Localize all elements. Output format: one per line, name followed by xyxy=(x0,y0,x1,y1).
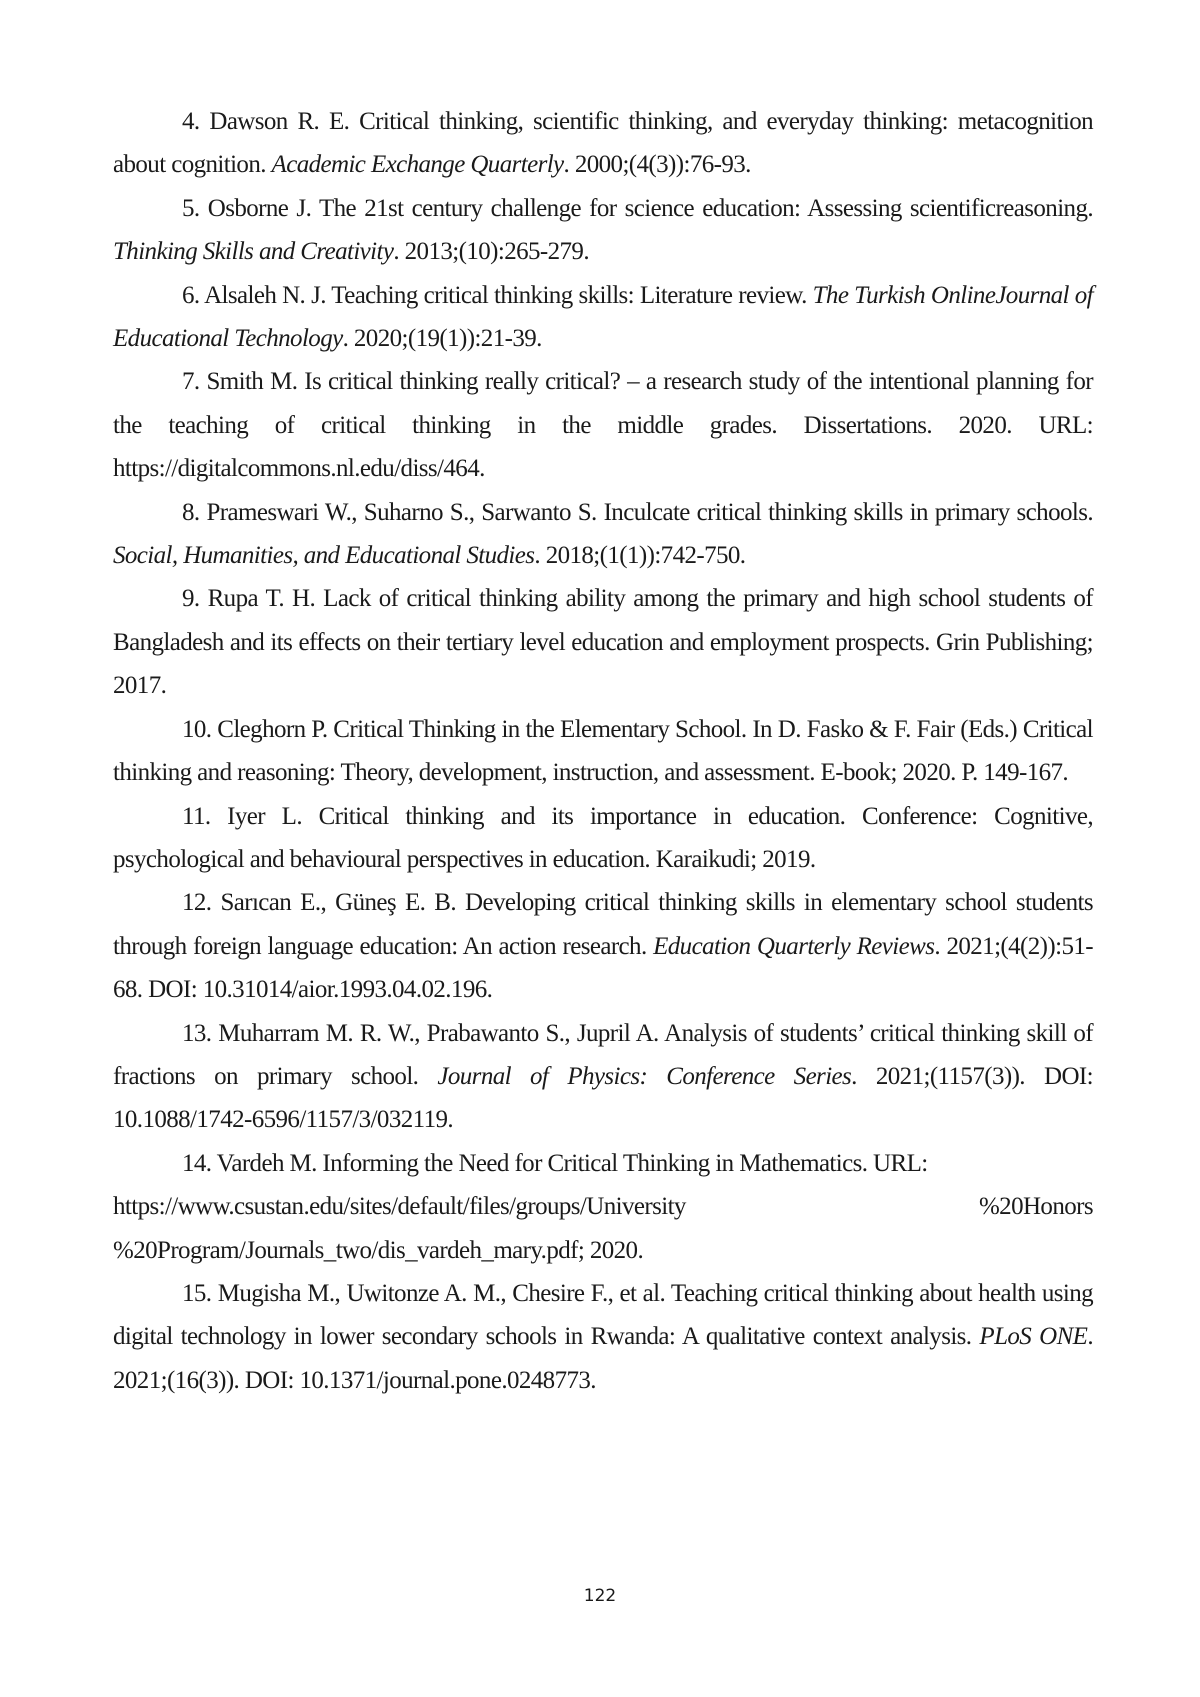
reference-details: . 2021;(4(2)):51-68. DOI: 10.31014/aior.1993.04.02.196. xyxy=(113,932,1093,1004)
journal-title: Education Quarterly Reviews xyxy=(653,932,935,960)
url-part-2[interactable]: %20Honors xyxy=(978,1193,1093,1221)
reference-number: 11. xyxy=(182,802,211,830)
journal-title: PLoS ONE xyxy=(979,1323,1088,1351)
reference-item-5 xyxy=(113,187,1093,274)
reference-text: Smith M. Is critical thinking really critical? – a research study of the intentional planning for the teaching of critical thinking in the middle grades. Dissertations. 2020. URL: https://digitalcommons.nl.edu/diss/464. xyxy=(113,368,1093,483)
reference-details: . 2013;(10):265-279. xyxy=(393,238,589,266)
journal-title: Journal of Physics: Conference Series xyxy=(437,1062,852,1090)
reference-text: Rupa T. H. Lack of critical thinking ability among the primary and high school students of Bangladesh and its effects on their tertiary level education and employment prospects. Grin Publishing; 2017. xyxy=(113,585,1093,700)
page-number: 122 xyxy=(583,1586,617,1606)
journal-title: Academic Exchange Quarterly xyxy=(271,151,564,179)
reference-14-url-line xyxy=(113,1185,1093,1228)
reference-item-7 xyxy=(113,360,1093,490)
reference-text: Iyer L. Critical thinking and its importance in education. Conference: Cognitive, psychological and behavioural perspectives in education. Karaikudi; 2019. xyxy=(113,802,1093,873)
reference-number: 10. xyxy=(182,715,212,743)
reference-text: Dawson R. E. Critical thinking, scientific thinking, and everyday thinking: metacognition about cognition. xyxy=(113,108,1093,179)
reference-details: . 2018;(1(1)):742-750. xyxy=(534,542,746,570)
reference-14-title-line xyxy=(113,1142,1093,1185)
reference-text: Sarıcan E., Güneş E. B. Developing critical thinking skills in elementary school students through foreign language education: An action research. xyxy=(113,889,1093,960)
reference-list xyxy=(113,100,1093,1402)
reference-item-15 xyxy=(113,1272,1093,1402)
journal-title: Thinking Skills and Creativity xyxy=(113,238,394,266)
reference-details: . 2000;(4(3)):76-93. xyxy=(563,151,751,179)
reference-text: Mugisha M., Uwitonze A. M., Chesire F., et al. Teaching critical thinking about health using digital technology in lower secondary schools in Rwanda: A qualitative context analysis. xyxy=(113,1279,1093,1351)
reference-item-9 xyxy=(113,577,1093,707)
reference-text: Muharram M. R. W., Prabawanto S., Jupril A. Analysis of students’ critical thinking skill of fractions on primary school. xyxy=(113,1019,1093,1090)
reference-text: Cleghorn P. Critical Thinking in the Elementary School. In D. Fasko & F. Fair (Eds.) Critical thinking and reasoning: Theory, development, instruction, and assessment. E-book; 2020. P. 149-167. xyxy=(113,715,1093,787)
reference-number: 4. xyxy=(182,108,200,135)
url-part-3[interactable]: %20Program/Journals_two/dis_vardeh_mary.pdf; 2020. xyxy=(113,1236,644,1264)
reference-text: Vardeh M. Informing the Need for Critical Thinking in Mathematics. URL: xyxy=(216,1149,928,1177)
reference-item-12 xyxy=(113,881,1093,1011)
reference-item-8 xyxy=(113,491,1093,578)
reference-item-6 xyxy=(113,274,1093,361)
reference-item-11 xyxy=(113,795,1093,882)
reference-number: 12. xyxy=(182,889,212,917)
reference-item-13 xyxy=(113,1012,1093,1142)
reference-number: 6. xyxy=(182,281,200,309)
reference-text: Prameswari W., Suharno S., Sarwanto S. Inculcate critical thinking skills in primary schools. xyxy=(206,498,1094,526)
reference-14-url-continuation xyxy=(113,1229,1093,1272)
url-part-1[interactable]: https://www.csustan.edu/sites/default/files/groups/University xyxy=(113,1193,686,1221)
journal-title: Social, Humanities, and Educational Studies xyxy=(113,542,535,570)
reference-number: 13. xyxy=(182,1019,212,1047)
reference-number: 8. xyxy=(182,498,200,526)
reference-number: 14. xyxy=(182,1149,212,1177)
reference-details: . 2020;(19(1)):21-39. xyxy=(342,325,542,353)
reference-details: . 2021;(16(3)). DOI: 10.1371/journal.pone.0248773. xyxy=(113,1323,1094,1394)
reference-text: Alsaleh N. J. Teaching critical thinking skills: Literature review. xyxy=(204,281,813,309)
reference-number: 15. xyxy=(182,1279,212,1307)
reference-number: 7. xyxy=(182,368,200,396)
reference-text: Osborne J. The 21st century challenge for science education: Assessing scientificreasoning. xyxy=(207,194,1093,222)
reference-number: 9. xyxy=(182,585,200,613)
reference-item-10 xyxy=(113,708,1093,795)
reference-item-14 xyxy=(113,1142,1093,1272)
reference-details: . 2021;(1157(3)). DOI: 10.1088/1742-6596/1157/3/032119. xyxy=(113,1062,1093,1134)
reference-item-4 xyxy=(113,100,1093,187)
reference-number: 5. xyxy=(182,194,200,222)
journal-title: The Turkish OnlineJournal of Educational Technology xyxy=(113,281,1093,353)
